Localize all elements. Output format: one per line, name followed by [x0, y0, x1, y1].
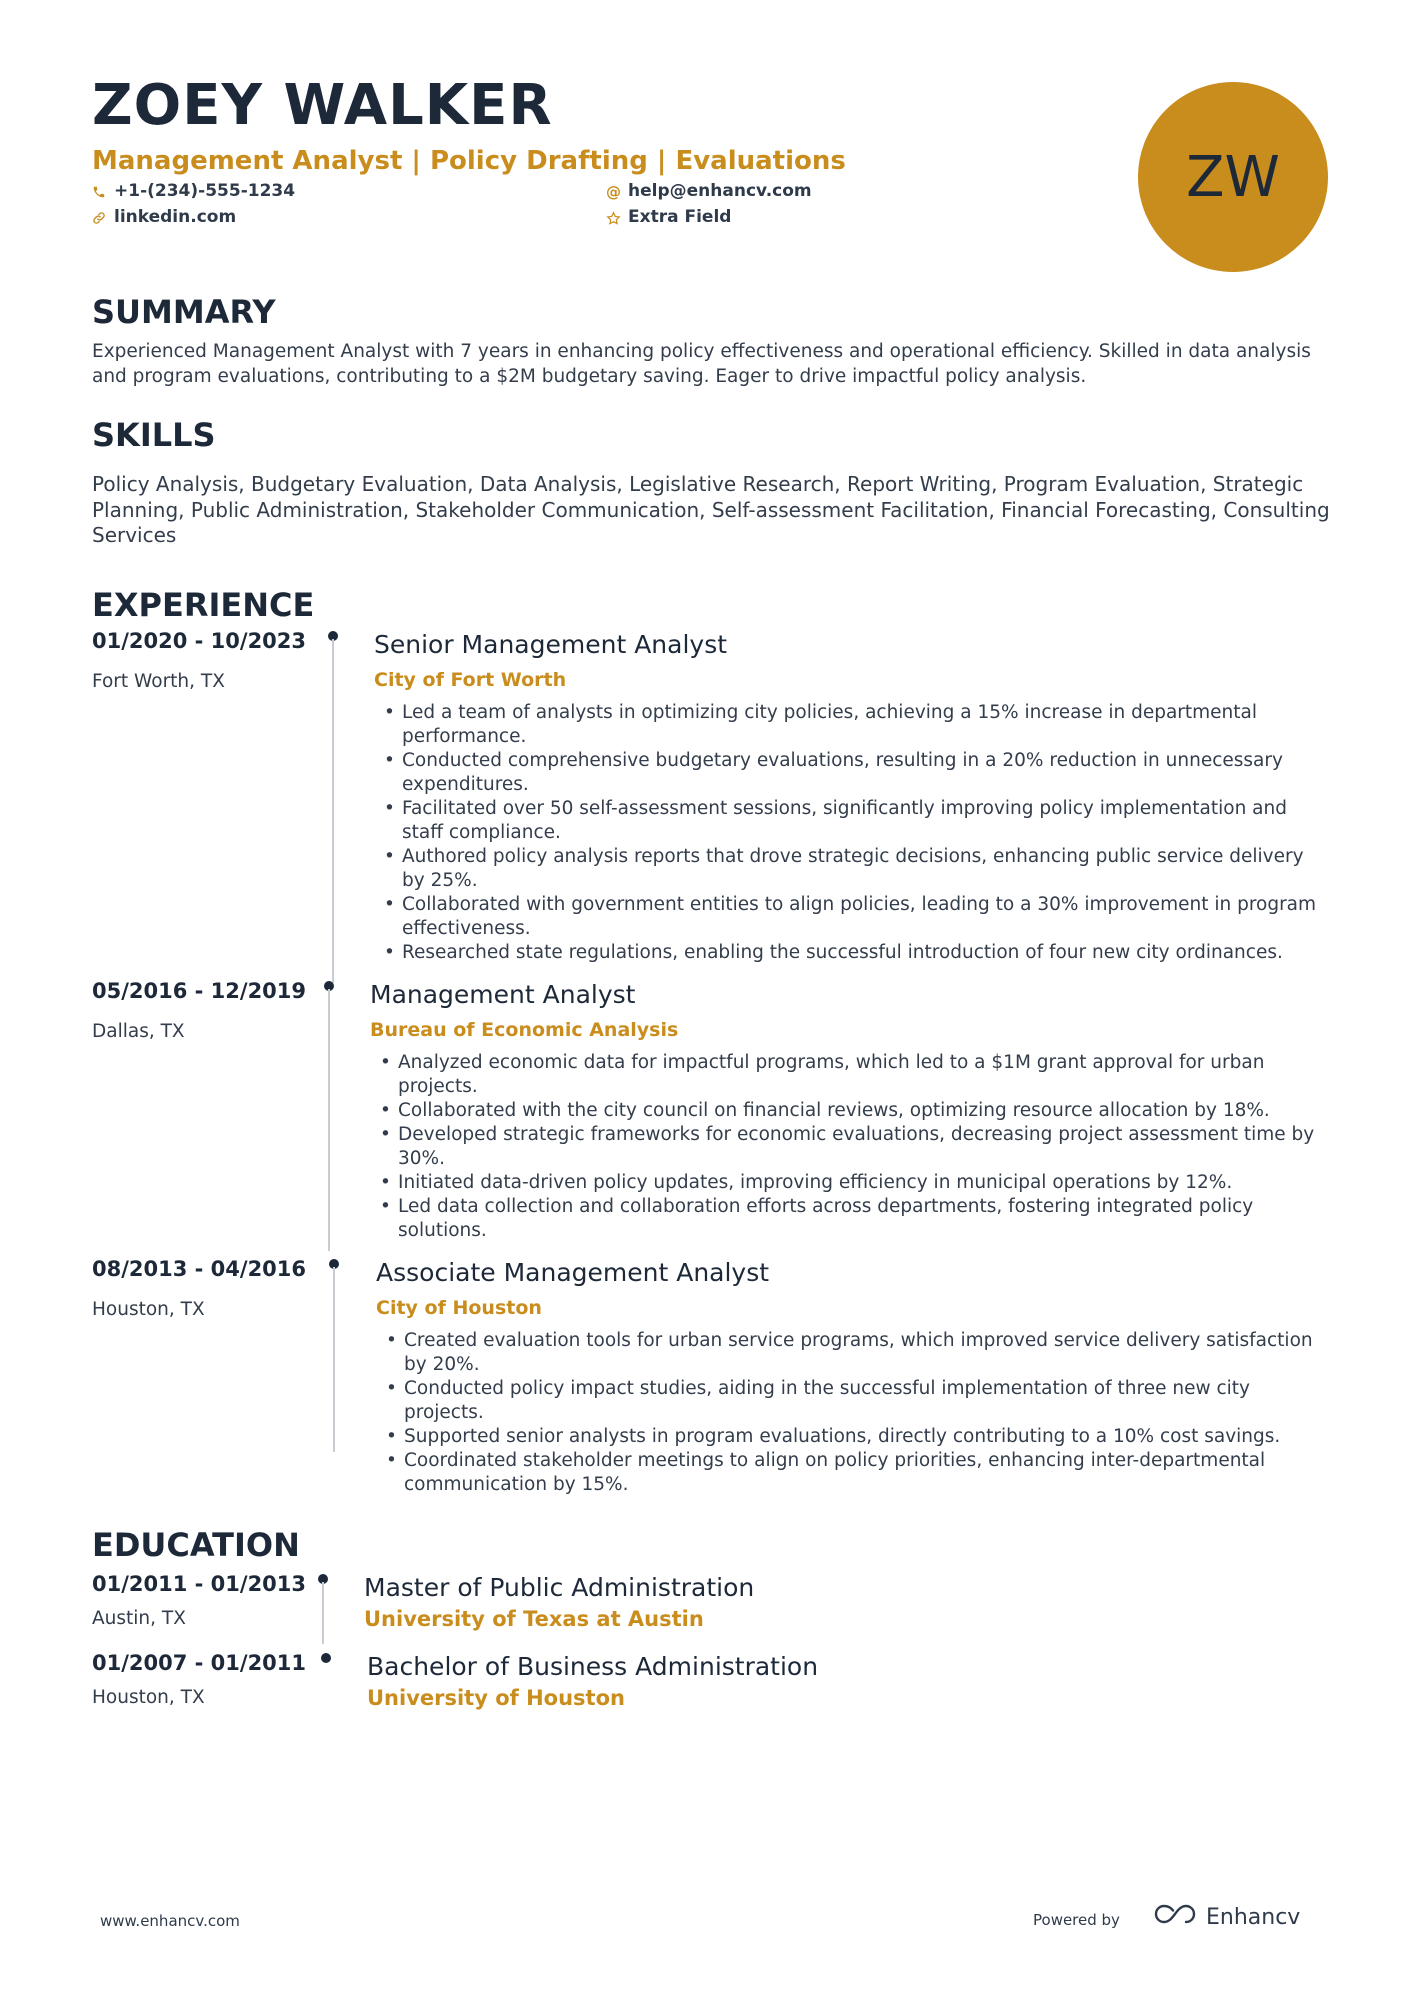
- timeline-line: [333, 1267, 335, 1452]
- at-icon: @: [606, 182, 621, 201]
- brand-name: Enhancv: [1206, 1904, 1301, 1930]
- entry-school: University of Houston: [367, 1686, 625, 1710]
- bullet-item: • Supported senior analysts in program evaluations, directly contributing to a 10% cost savings.: [376, 1425, 1326, 1449]
- star-icon: [606, 211, 620, 225]
- entry-role: Senior Management Analyst: [374, 630, 728, 659]
- brand-logo[interactable]: [1152, 1902, 1300, 1932]
- entry-location: Austin, TX: [92, 1608, 186, 1629]
- timeline-dot: [321, 1653, 331, 1663]
- entry-location: Houston, TX: [92, 1299, 205, 1320]
- entry-bullets: [376, 1329, 1326, 1497]
- bullet-item: • Led a team of analysts in optimizing city policies, achieving a 15% increase in departmental performance.: [374, 701, 1319, 749]
- extra-text: Extra Field: [628, 207, 732, 227]
- entry-organization: Bureau of Economic Analysis: [370, 1019, 679, 1041]
- entry-organization: City of Houston: [376, 1297, 542, 1319]
- contact-phone[interactable]: [92, 183, 295, 200]
- footer-website[interactable]: www.enhancv.com: [100, 1912, 240, 1930]
- entry-bullets: [370, 1051, 1325, 1243]
- entry-location: Houston, TX: [92, 1687, 205, 1708]
- entry-degree: Master of Public Administration: [364, 1573, 755, 1602]
- contact-linkedin[interactable]: [92, 209, 236, 226]
- entry-role: Associate Management Analyst: [376, 1258, 770, 1287]
- linkedin-text: linkedin.com: [114, 207, 237, 227]
- skills-title: SKILLS: [92, 416, 216, 454]
- bullet-item: • Researched state regulations, enabling the successful introduction of four new city ordinances.: [374, 941, 1319, 965]
- bullet-item: • Analyzed economic data for impactful programs, which led to a $1M grant approval for urban projects.: [370, 1051, 1325, 1099]
- email-text: help@enhancv.com: [628, 181, 812, 201]
- entry-organization: City of Fort Worth: [374, 669, 567, 691]
- entry-dates: 01/2011 - 01/2013: [92, 1572, 307, 1596]
- phone-icon: [92, 185, 106, 199]
- avatar-initials: ZW: [1186, 144, 1280, 210]
- bullet-item: • Authored policy analysis reports that drove strategic decisions, enhancing public service delivery by 25%.: [374, 845, 1319, 893]
- bullet-item: • Conducted comprehensive budgetary evaluations, resulting in a 20% reduction in unnecessary expenditures.: [374, 749, 1319, 797]
- bullet-item: • Developed strategic frameworks for economic evaluations, decreasing project assessment time by 30%.: [370, 1123, 1325, 1171]
- entry-dates: 01/2020 - 10/2023: [92, 629, 307, 653]
- entry-bullets: [374, 701, 1319, 965]
- summary-title: SUMMARY: [92, 293, 276, 331]
- phone-text: +1-(234)-555-1234: [114, 181, 296, 201]
- bullet-item: • Collaborated with the city council on financial reviews, optimizing resource allocation by 18%.: [370, 1099, 1325, 1123]
- skills-text: Policy Analysis, Budgetary Evaluation, Data Analysis, Legislative Research, Report Writing, Program Evaluation, Strategic Planning, Public Administration, Stakeholder Communication, Self-assessment Facilitation, Financial Forecasting, Consulting Services: [92, 472, 1330, 547]
- bullet-item: • Conducted policy impact studies, aiding in the successful implementation of three new city projects.: [376, 1377, 1326, 1425]
- summary-text: Experienced Management Analyst with 7 years in enhancing policy effectiveness and operational efficiency. Skilled in data analysis and program evaluations, contributing to a $2M budgetary saving. Eager to drive impactful policy analysis.: [92, 341, 1311, 387]
- experience-title: EXPERIENCE: [92, 586, 315, 624]
- education-title: EDUCATION: [92, 1526, 300, 1564]
- entry-dates: 01/2007 - 01/2011: [92, 1651, 307, 1675]
- entry-location: Fort Worth, TX: [92, 671, 225, 692]
- entry-location: Dallas, TX: [92, 1021, 185, 1042]
- headline: Management Analyst | Policy Drafting | Evaluations: [92, 146, 846, 176]
- entry-role: Management Analyst: [370, 980, 636, 1009]
- bullet-item: • Created evaluation tools for urban service programs, which improved service delivery satisfaction by 20%.: [376, 1329, 1326, 1377]
- avatar: [1138, 82, 1328, 272]
- entry-school: University of Texas at Austin: [364, 1607, 704, 1631]
- bullet-item: • Coordinated stakeholder meetings to align on policy priorities, enhancing inter-departmental communication by 15%.: [376, 1449, 1326, 1497]
- bullet-item: • Facilitated over 50 self-assessment sessions, significantly improving policy implementation and staff compliance.: [374, 797, 1319, 845]
- entry-dates: 08/2013 - 04/2016: [92, 1257, 307, 1281]
- contact-extra: [606, 209, 731, 226]
- bullet-item: • Initiated data-driven policy updates, improving efficiency in municipal operations by 12%.: [370, 1171, 1325, 1195]
- timeline-line: [332, 639, 334, 983]
- entry-degree: Bachelor of Business Administration: [367, 1652, 819, 1681]
- entry-dates: 05/2016 - 12/2019: [92, 979, 307, 1003]
- link-icon: [92, 211, 106, 225]
- contact-email[interactable]: [606, 183, 812, 200]
- infinity-logo-icon: [1152, 1902, 1198, 1932]
- timeline-line: [328, 989, 330, 1251]
- candidate-name: ZOEY WALKER: [92, 73, 553, 138]
- bullet-item: • Collaborated with government entities to align policies, leading to a 30% improvement in program effectiveness.: [374, 893, 1319, 941]
- timeline-line: [322, 1582, 324, 1644]
- bullet-item: • Led data collection and collaboration efforts across departments, fostering integrated policy solutions.: [370, 1195, 1325, 1243]
- powered-by-label: Powered by: [1033, 1911, 1120, 1929]
